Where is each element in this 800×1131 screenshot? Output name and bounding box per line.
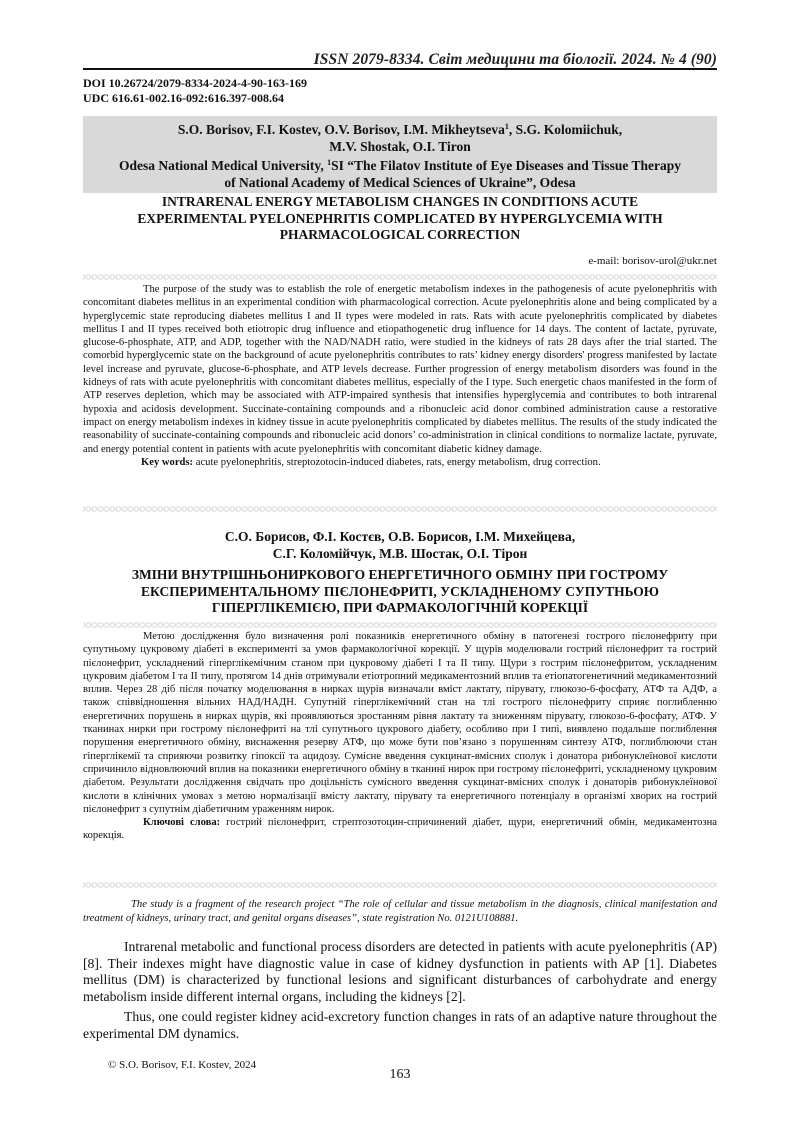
running-header: ISSN 2079-8334. Світ медицини та біології. 2024. № 4 (90) [313, 51, 717, 68]
title-line: ЗМІНИ ВНУТРІШНЬОНИРКОВОГО ЕНЕРГЕТИЧНОГО ОБМІНУ ПРИ ГОСТРОМУ [131, 567, 669, 582]
authors-text: S.O. Borisov, F.I. Kostev, O.V. Borisov, I.M. Mikheytseva [177, 122, 505, 137]
author-affiliation-block [83, 116, 717, 193]
body-paragraph: Intrarenal metabolic and functional process disorders are detected in patients with acute pyelonephritis (AP) [8]. Their indexes might have diagnostic value in case of kidney dysfunction in patients with AP [1]. Diabetes mellitus (DM) is characterized by functional lesions and significant disturbances of carbohydrate and energy metabolism inside different internal organs, including the kidneys [2]. [83, 939, 717, 1004]
keywords-label: Ключові слова: [143, 817, 221, 829]
decorative-divider [83, 274, 717, 280]
keywords-ua [83, 816, 717, 843]
authors-ua-line: С.Г. Коломійчук, М.В. Шостак, О.І. Тірон [272, 545, 528, 561]
article-title-en [83, 194, 717, 244]
title-line: PHARMACOLOGICAL CORRECTION [279, 227, 521, 242]
affiliation-marker: 1 [504, 122, 509, 131]
udc: UDC 616.61-002.16-092:616.397-008.64 [83, 91, 284, 105]
title-line: INTRARENAL ENERGY METABOLISM CHANGES IN CONDITIONS ACUTE [161, 194, 639, 209]
page-number: 163 [389, 1067, 411, 1082]
article-identifiers [83, 76, 307, 106]
keywords-text: гострий пієлонефрит, стрептозотоцин-спричинений діабет, щури, енергетичний обмін, медикаментозна корекція. [83, 817, 717, 842]
authors-en-line-2: M.V. Shostak, O.I. Tiron [329, 138, 471, 154]
article-body [83, 939, 717, 1043]
decorative-divider [83, 622, 717, 628]
abstract-en [83, 283, 717, 469]
abstract-ua-text: Метою дослідження було визначення ролі показників енергетичного обміну в патогенезі гострого пієлонефриту при супутньому цукровому діабеті в експерименті за умов фармакологічної корекції. У щурів моделювали гострий пієлонефрит та гострий пієлонефрит, ускладнений гіперглікемічним станом при цукровому діабеті I та II типу. Щури з гострим пієлонефритом, ускладненим цукровим діабетом I та II типу, протягом 14 днів отримували етіотропний медикаментозний вплив та етіопатогенетичний медикаментозний вплив. Через 28 діб після початку моделювання в нирках щурів визначали вміст лактату, пірувату, глюкозо-6-фосфату, АТФ та АДФ, а також співвідношення вільних НАД/НАДН. Супутній гіперглікемічний стан на тлі гострого пієлонефриту сприяє поглибленню енергетичних порушень в нирках щурів, які проявляються зростанням рівня лактату та зниженням пірувату, глюкозо-6-фосфату, АТФ. У тканинах нирки при гострому пієлонефриті на тлі супутнього цукрового діабету, особливо при I типі, виявлено подальше поглиблення порушення енергетичного обміну, виснаження резерву АТФ, що може бути пов’язано з порушенням синтезу АТФ, поглиблюючи стан гіперглікемії та сприяючи розвитку гіпоксії та ацидозу. Сумісне введення сукцинат-вмісних сполук і донатора рибонуклеїнової кислоти спричинило відновлюючий вплив на показники енергетичного обміну в тканині нирок при гострому пієлонефриті, ускладненому цукровим діабетом. Результати дослідження свідчать про доцільність сумісного введення сукцинат-вмісних сполук і донаторів рибонуклеїнової кислоти в клінічних умовах з метою нормалізації вмісту лактату, пірувату та енергетичного потенціалу в організмі хворих на гострий пієлонефрит з супутнім діабетичним ураженням нирок. [83, 631, 717, 815]
doi: DOI 10.26724/2079-8334-2024-4-90-163-169 [83, 76, 307, 90]
affiliation-line-1 [83, 155, 717, 175]
decorative-divider [83, 506, 717, 512]
abstract-en-text: The purpose of the study was to establish the role of energetic metabolism indexes in the pathogenesis of acute pyelonephritis with concomitant diabetes mellitus in an experimental condition with pharmacological correction. Acute pyelonephritis alone and being complicated by a hyperglycemic state reproducing diabetes mellitus I and II types were modeled in rats. Rats with acute pyelonephritis complicated by diabetes mellitus I and II types received both etiotropic drug influence and etiopathogenetic drug influence for 14 days. The content of lactate, pyruvate, glucose-6-phosphate, ATP, and ADP, together with the NAD/NADH ratio, were studied in the kidneys of rats 28 days after the trial started. The comorbid hyperglycemic state on the background of acute pyelonephritis contributes to rats’ kidney energy disorders' progress manifested by lactate level increase and pyruvate, glucose-6-phosphate, and ATP levels decrease. Further progression of energy metabolism disorders was found in the kidneys of rats with acute pyelonephritis with concomitant diabetes mellitus, especially of the I type. Such energetic chaos manifested in the form of ATP reserves depletion, which may be associated with ATP-impaired synthesis that intensifies hyperglycemia and contributes to both intrarenal hypoxia and acidosis development. Succinate-containing compounds and a ribonucleic acid donor combined administration cause a restorative impact on energy metabolism indexes in kidney tissue in acute pyelonephritis complicated by diabetes mellitus. The results of the study indicated the reasonability of succinate-containing compounds and ribonucleic acid donors’ co-administration in clinical conditions to normalize lactate, pyruvate, and energy potential content in patients with acute pyelonephritis with concomitant diabetic kidney damage. [83, 284, 717, 455]
affiliation-marker: 1 [327, 158, 332, 167]
title-line: ЕКСПЕРИМЕНТАЛЬНОМУ ПІЄЛОНЕФРИТІ, УСКЛАДНЕНОМУ СУПУТНЬОЮ [141, 583, 659, 599]
contact-email[interactable]: e-mail: borisov-urol@ukr.net [588, 255, 717, 267]
affiliation-line-2: of National Academy of Medical Sciences of Ukraine”, Odesa [224, 174, 576, 190]
decorative-divider [83, 882, 717, 888]
header-rule [83, 68, 717, 70]
authors-text: , S.G. Kolomiichuk, [508, 122, 623, 137]
research-project-note [83, 898, 717, 925]
title-line: ГІПЕРГЛІКЕМІЄЮ, ПРИ ФАРМАКОЛОГІЧНІЙ КОРЕКЦІЇ [211, 600, 589, 615]
keywords-en [83, 456, 717, 469]
keywords-label: Key words: [141, 456, 194, 468]
affiliation-text: Odesa National Medical University, [118, 158, 328, 173]
title-line: EXPERIMENTAL PYELONEPHRITIS COMPLICATED BY HYPERGLYCEMIA WITH [137, 210, 663, 226]
abstract-ua [83, 630, 717, 843]
affiliation-text: SI “The Filatov Institute of Eye Diseases and Tissue Therapy [331, 158, 682, 173]
article-title-ua [83, 567, 717, 617]
keywords-text: acute pyelonephritis, streptozotocin-induced diabetes, rats, energy metabolism, drug correction. [193, 456, 601, 468]
copyright-notice: © S.O. Borisov, F.I. Kostev, 2024 [108, 1059, 257, 1071]
authors-en-line-1 [83, 119, 717, 139]
authors-ua-line: С.О. Борисов, Ф.І. Костєв, О.В. Борисов, І.М. Михейцева, [224, 529, 576, 544]
body-paragraph: Thus, one could register kidney acid-excretory function changes in rats of an adaptive nature throughout the experimental DM dynamics. [83, 1009, 717, 1041]
authors-ua [83, 529, 717, 562]
research-project-note-text: The study is a fragment of the research project “The role of cellular and tissue metabolism in the diagnosis, clinical manifestation and treatment of kidneys, urinary tract, and genital organs diseases”, state registration No. 0121U108881. [83, 899, 717, 924]
